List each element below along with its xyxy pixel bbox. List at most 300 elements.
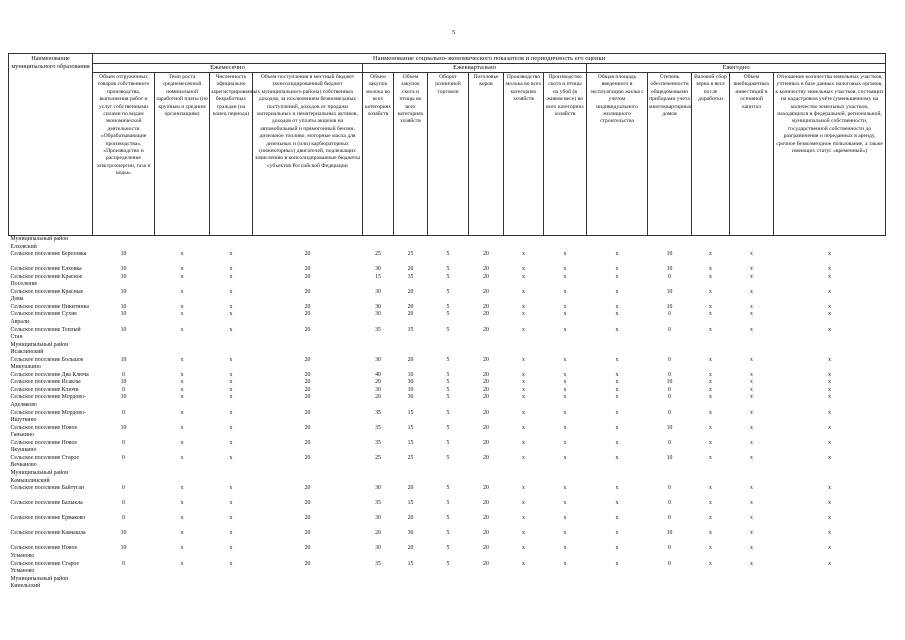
cell-value: x (828, 500, 832, 507)
cell-value: x (709, 311, 712, 318)
cell-value (504, 493, 544, 501)
cell-value: 20 (483, 500, 489, 507)
cell-value: 20 (407, 485, 414, 492)
period-quarterly: Ежеквартально (363, 64, 587, 73)
cell-value: 35 (375, 326, 381, 333)
cell-value: 20 (304, 251, 311, 258)
cell-value (363, 508, 394, 516)
cell-value: 20 (483, 515, 489, 522)
cell-value: x (750, 303, 753, 310)
cell-value: x (229, 560, 233, 567)
cell-value (587, 508, 648, 516)
cell-value (730, 538, 774, 546)
cell-value (648, 259, 692, 267)
cell-value (428, 523, 469, 531)
cell-value: 0 (668, 485, 671, 492)
table-row (9, 251, 886, 259)
cell-value: x (615, 303, 619, 310)
cell-value: x (180, 545, 184, 552)
cell-value: x (709, 251, 712, 258)
cell-value: x (828, 394, 832, 401)
cell-value: 20 (304, 530, 311, 537)
cell-value: 20 (483, 371, 489, 378)
cell-value: x (750, 326, 753, 333)
cell-value (469, 493, 504, 501)
cell-value: x (563, 394, 567, 401)
cell-value (774, 342, 886, 357)
cell-value: 0 (122, 515, 125, 522)
cell-value: 10 (120, 266, 127, 273)
cell-value (504, 538, 544, 546)
column-header-15: Отношение количества земельных участков, учтенных в базе данных налоговых органов, к количеству земельных участков, состоящих на кадастровом учёте (уменьшенному на количество земельных участков, находящихся в федеральной, региональной, муниципальной собственности, государственной собственности до разграничения и переданных в аренду, срочное безвозмездное пользование, а также имеющих статус «временный») (774, 73, 886, 236)
cell-value (210, 259, 253, 267)
cell-value (363, 576, 394, 591)
cell-value (648, 538, 692, 546)
cell-value: 35 (375, 560, 381, 567)
cell-value: 10 (120, 273, 127, 280)
cell-value: 25 (407, 454, 414, 461)
cell-value (210, 342, 253, 357)
cell-value: 20 (304, 545, 311, 552)
cell-value: 30 (375, 311, 381, 318)
cell-value: 20 (407, 356, 414, 363)
cell-value: x (563, 454, 567, 461)
cell-value: 20 (304, 266, 311, 273)
cell-value (544, 236, 587, 252)
cell-value: 15 (407, 326, 414, 333)
cell-value (394, 470, 428, 485)
column-header-1: Объем отгруженных товаров собственного производства, выполнения работ и услуг собственными силами по видам экономической деятельности «Обрабатывающие производства», «Производство и распределение электроэнергии, газа и воды» (93, 73, 155, 236)
table-row (9, 410, 886, 425)
cell-value: 20 (483, 251, 489, 258)
cell-value: x (180, 454, 184, 461)
cell-value: x (229, 424, 233, 431)
table-row (9, 538, 886, 546)
cell-value: x (709, 394, 712, 401)
cell-value: 5 (446, 500, 450, 507)
cell-value (210, 576, 253, 591)
cell-value: x (615, 500, 619, 507)
cell-value: 20 (304, 311, 311, 318)
table-row (9, 394, 886, 409)
cell-value: 20 (304, 356, 311, 363)
municipality-name: Сельское поселение Байтуган (10, 485, 85, 492)
cell-value: x (563, 266, 567, 273)
cell-value: 20 (407, 311, 414, 318)
cell-value (544, 523, 587, 531)
cell-value: 0 (122, 560, 125, 567)
cell-value: 20 (483, 439, 489, 446)
municipality-name: Сельское поселение Старое Вечканово (10, 454, 80, 469)
cell-value: x (180, 371, 184, 378)
cell-value: x (750, 266, 753, 273)
cell-value: x (709, 356, 712, 363)
cell-value: x (828, 530, 832, 537)
column-header-10: Производство скота и птицы на убой (в живом весе) во всех категориях хозяйств (544, 73, 587, 236)
cell-value: 5 (446, 311, 450, 318)
municipality-name: Сельское поселение Никитинка (10, 303, 89, 310)
cell-value: x (522, 515, 525, 522)
cell-value: x (180, 379, 184, 386)
cell-value: x (709, 386, 712, 393)
municipality-name (9, 523, 93, 531)
table-row (9, 259, 886, 267)
cell-value: x (522, 500, 525, 507)
cell-value: x (180, 356, 184, 363)
municipality-name: Сельское поселение Мордово-Ишуткино (10, 409, 86, 424)
table-row (9, 379, 886, 387)
cell-value: 15 (407, 424, 414, 431)
cell-value: x (563, 356, 567, 363)
cell-value (253, 259, 363, 267)
cell-value: x (828, 545, 832, 552)
cell-value: x (828, 288, 832, 295)
cell-value (363, 470, 394, 485)
table-row (9, 274, 886, 289)
cell-value (428, 259, 469, 267)
cell-value: x (828, 379, 832, 386)
cell-value: x (229, 379, 233, 386)
cell-value: x (180, 394, 184, 401)
cell-value: 0 (668, 409, 671, 416)
cell-value (253, 538, 363, 546)
cell-value: x (522, 371, 525, 378)
page-number: 5 (452, 30, 455, 36)
cell-value: x (828, 266, 832, 273)
cell-value (730, 576, 774, 591)
cell-value: x (615, 394, 619, 401)
cell-value (394, 538, 428, 546)
cell-value: x (522, 251, 525, 258)
cell-value: 5 (446, 356, 450, 363)
cell-value: x (750, 454, 753, 461)
cell-value: x (229, 485, 233, 492)
cell-value (155, 259, 210, 267)
cell-value: x (750, 530, 753, 537)
cell-value: x (709, 379, 712, 386)
cell-value (253, 470, 363, 485)
cell-value: 20 (304, 326, 311, 333)
cell-value (253, 508, 363, 516)
cell-value: 10 (120, 251, 127, 258)
cell-value (469, 523, 504, 531)
column-header-3: Численность официально зарегистрированных безработных граждан (на конец периода) (210, 73, 253, 236)
cell-value: x (563, 303, 567, 310)
column-header-12: Степень обеспеченности общедомовыми приборами учета многоквартирных домов (648, 73, 692, 236)
municipality-name: Муниципальный район Кинельский (10, 575, 69, 590)
cell-value: 0 (668, 311, 671, 318)
cell-value: x (229, 454, 233, 461)
cell-value: 5 (446, 424, 450, 431)
column-header-13: Валовой сбор зерна в весе после доработки (692, 73, 730, 236)
table-row (9, 357, 886, 372)
cell-value: 15 (407, 500, 414, 507)
period-yearly: Ежегодно (587, 64, 886, 73)
cell-value: 10 (407, 386, 414, 393)
cell-value (587, 470, 648, 485)
cell-value (394, 493, 428, 501)
cell-value: 20 (304, 409, 311, 416)
cell-value: x (229, 530, 233, 537)
cell-value: 5 (446, 266, 450, 273)
cell-value: 10 (120, 326, 127, 333)
cell-value: 20 (407, 288, 414, 295)
cell-value: 10 (120, 394, 127, 401)
cell-value: x (180, 251, 184, 258)
cell-value: x (709, 500, 712, 507)
cell-value: 0 (122, 439, 125, 446)
cell-value: x (522, 273, 525, 280)
cell-value: x (229, 303, 233, 310)
municipality-name: Сельское поселение Теплый Стан (10, 326, 81, 341)
cell-value: 20 (304, 485, 311, 492)
cell-value: x (522, 424, 525, 431)
table-row (9, 515, 886, 523)
cell-value: x (180, 530, 184, 537)
cell-value: 10 (666, 303, 673, 310)
municipality-name: Сельское поселение Старое Усманово (10, 560, 80, 575)
cell-value: 5 (446, 273, 450, 280)
cell-value: 20 (407, 266, 414, 273)
cell-value (155, 508, 210, 516)
cell-value: 40 (375, 371, 381, 378)
cell-value: x (180, 500, 184, 507)
cell-value (692, 508, 730, 516)
cell-value (155, 236, 210, 252)
cell-value (363, 342, 394, 357)
cell-value: x (750, 515, 753, 522)
cell-value: x (522, 379, 525, 386)
cell-value (93, 342, 155, 357)
municipality-name: Сельское поселение Балыкла (10, 500, 83, 507)
cell-value: 0 (122, 454, 125, 461)
cell-value (730, 508, 774, 516)
cell-value: x (709, 326, 712, 333)
cell-value: 5 (446, 545, 450, 552)
municipality-name (9, 259, 93, 267)
cell-value: 10 (666, 266, 673, 273)
cell-value (504, 259, 544, 267)
cell-value (253, 493, 363, 501)
cell-value: x (563, 326, 567, 333)
cell-value: 5 (446, 485, 450, 492)
cell-value (774, 236, 886, 252)
cell-value (774, 538, 886, 546)
cell-value: 20 (375, 394, 381, 401)
cell-value: x (229, 251, 233, 258)
cell-value (774, 508, 886, 516)
cell-value: 10 (120, 545, 127, 552)
cell-value: 35 (375, 439, 381, 446)
municipality-name: Сельское поселение Камышла (10, 530, 86, 537)
municipality-name: Муниципальный район Елховский (10, 236, 69, 250)
cell-value (210, 493, 253, 501)
cell-value (587, 342, 648, 357)
cell-value: 20 (483, 273, 489, 280)
cell-value (155, 493, 210, 501)
cell-value (155, 523, 210, 531)
cell-value: x (563, 545, 567, 552)
cell-value: 5 (446, 371, 450, 378)
cell-value: x (709, 560, 712, 567)
cell-value: x (563, 439, 567, 446)
cell-value: x (709, 303, 712, 310)
cell-value: 30 (407, 530, 414, 537)
cell-value: 20 (304, 303, 311, 310)
cell-value: x (563, 409, 567, 416)
cell-value: x (229, 545, 233, 552)
table-row (9, 470, 886, 485)
cell-value (587, 576, 648, 591)
cell-value (210, 538, 253, 546)
cell-value (394, 576, 428, 591)
cell-value (428, 493, 469, 501)
cell-value: x (750, 500, 753, 507)
cell-value (155, 470, 210, 485)
cell-value: x (709, 266, 712, 273)
cell-value (730, 342, 774, 357)
cell-value: 10 (666, 424, 673, 431)
table-row (9, 266, 886, 274)
cell-value: x (522, 530, 525, 537)
cell-value: x (180, 311, 184, 318)
cell-value: 10 (120, 356, 127, 363)
column-header-11: Общая площадь введенного в эксплуатацию жилья с учетом индивидуального жилищного строительства (587, 73, 648, 236)
table-row (9, 327, 886, 342)
cell-value: 5 (446, 251, 450, 258)
cell-value: x (563, 311, 567, 318)
period-monthly: Ежемесячно (93, 64, 363, 73)
cell-value: 30 (375, 386, 381, 393)
table-row (9, 304, 886, 312)
cell-value: 20 (304, 454, 311, 461)
cell-value (428, 538, 469, 546)
cell-value: x (615, 439, 619, 446)
cell-value (155, 342, 210, 357)
cell-value: x (229, 273, 233, 280)
cell-value: 20 (483, 454, 489, 461)
cell-value: 10 (120, 288, 127, 295)
cell-value: 10 (666, 288, 673, 295)
cell-value: x (709, 424, 712, 431)
municipality-name: Сельское поселение Березовка (10, 251, 87, 258)
cell-value (469, 538, 504, 546)
cell-value: 20 (483, 303, 489, 310)
cell-value (587, 493, 648, 501)
cell-value: 25 (375, 251, 381, 258)
cell-value: 20 (304, 560, 311, 567)
cell-value: x (180, 273, 184, 280)
cell-value: 35 (375, 409, 381, 416)
cell-value: 10 (120, 379, 127, 386)
cell-value (774, 523, 886, 531)
cell-value: x (522, 439, 525, 446)
cell-value (363, 259, 394, 267)
cell-value: 0 (668, 273, 671, 280)
municipality-name: Муниципальный район Исаклинский (10, 341, 69, 356)
cell-value (394, 236, 428, 252)
table-row (9, 289, 886, 304)
cell-value: 0 (122, 386, 125, 393)
cell-value (648, 236, 692, 252)
cell-value (469, 236, 504, 252)
cell-value (93, 236, 155, 252)
cell-value: x (828, 424, 832, 431)
cell-value: x (750, 439, 753, 446)
cell-value: x (229, 515, 233, 522)
cell-value: 35 (375, 424, 381, 431)
column-header-4: Объем поступления в местный бюджет (консолидированный бюджет муниципального района) собственных доходов, за исключением безвозмездных поступлений, доходов от продажи материальных и нематериальных активов, доходов от уплаты акцизов на автомобильный и прямогонный бензин, дизельное топливо, моторные масла для дизельных и (или) карбюраторных (инжекторных) двигателей, подлежащих зачислению в консолидированные бюджеты субъектов Российской Федерации (253, 73, 363, 236)
cell-value (155, 576, 210, 591)
table-row (9, 530, 886, 538)
cell-value: x (229, 288, 233, 295)
column-header-7: Оборот розничной торговли (428, 73, 469, 236)
cell-value (428, 236, 469, 252)
cell-value (93, 538, 155, 546)
cell-value: x (828, 439, 832, 446)
cell-value (210, 236, 253, 252)
cell-value: x (229, 356, 233, 363)
cell-value (692, 493, 730, 501)
cell-value: 5 (446, 326, 450, 333)
cell-value: 5 (446, 515, 450, 522)
cell-value: 20 (483, 326, 489, 333)
cell-value: x (229, 500, 233, 507)
cell-value: x (522, 545, 525, 552)
cell-value: x (522, 394, 525, 401)
table-row (9, 576, 886, 591)
cell-value (93, 576, 155, 591)
municipality-name: Муниципальный район Камышлинский (10, 469, 69, 484)
cell-value (504, 523, 544, 531)
cell-value (544, 493, 587, 501)
cell-value: 20 (483, 560, 489, 567)
cell-value: x (522, 560, 525, 567)
cell-value (93, 259, 155, 267)
cell-value: x (750, 545, 753, 552)
cell-value: 10 (407, 371, 414, 378)
cell-value: 5 (446, 560, 450, 567)
cell-value: 20 (304, 386, 311, 393)
cell-value: x (750, 560, 753, 567)
cell-value: 30 (375, 266, 381, 273)
cell-value: 20 (304, 379, 311, 386)
municipality-name: Сельское поселение Красное Поселение (10, 273, 83, 288)
cell-value: 20 (304, 273, 311, 280)
row-header: Наименование муниципального образования (9, 54, 93, 236)
cell-value: 35 (375, 500, 381, 507)
cell-value: 0 (122, 371, 125, 378)
cell-value: x (522, 311, 525, 318)
cell-value: 20 (407, 303, 414, 310)
cell-value: x (750, 409, 753, 416)
column-header-2: Темп роста среднемесячной номинальной заработной платы (по крупным и средним организациям) (155, 73, 210, 236)
cell-value (93, 523, 155, 531)
cell-value (544, 508, 587, 516)
cell-value: x (229, 266, 233, 273)
cell-value: x (563, 560, 567, 567)
cell-value: 10 (120, 311, 127, 318)
cell-value: 20 (483, 356, 489, 363)
cell-value: 20 (407, 515, 414, 522)
cell-value: 20 (304, 424, 311, 431)
cell-value (587, 523, 648, 531)
cell-value: x (615, 515, 619, 522)
cell-value: x (563, 273, 567, 280)
column-header-5: Объем закупок молока во всех категориях хозяйств (363, 73, 394, 236)
cell-value (730, 259, 774, 267)
main-title: Наименование социально-экономического показателя и периодичность его оценки (93, 54, 886, 64)
